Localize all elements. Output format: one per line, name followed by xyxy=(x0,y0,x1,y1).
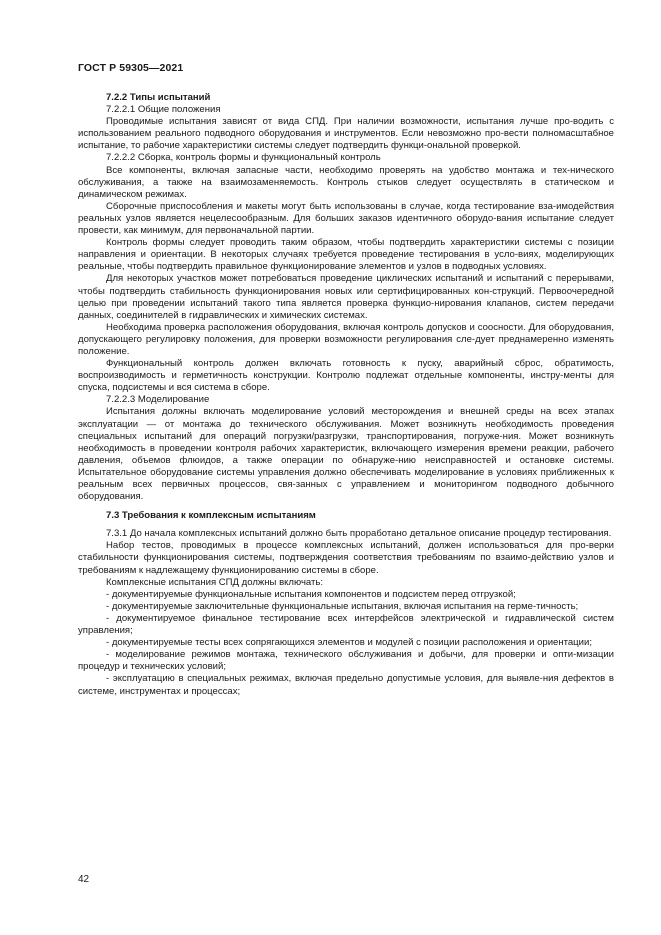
page-number: 42 xyxy=(78,874,90,885)
paragraph: Испытания должны включать моделирование условий месторождения и внешней среды на всех этапах эксплуатации — от монтажа до технического обслуживания. Может возникнуть необходимость проведения специальных испытаний для операций погрузки/разгрузки, транспортирования, погруже-ния. Может возникнуть необходимость в проведении контроля рабочих характеристик, включающего измерения времени реакции, рабочего давления, объемов флюидов, а также операции по обнаруже-нию неисправностей и остановке системы. Испытательное оборудование системы управления должно обеспечивать моделирование в условиях приближенных к реальным всех первичных процессов, свя-занных с управлением и мониторингом подводного добычного оборудования. xyxy=(78,406,614,503)
paragraph: Сборочные приспособления и макеты могут быть использованы в случае, когда тестирование вза-имодействия реальных узлов является нецелесообразным. Для больших заказов идентичного оборудо-вания испытание следует провести, как минимум, для первоначальной партии. xyxy=(78,200,614,237)
subsection-heading: 7.2.2.3 Моделирование xyxy=(106,394,210,406)
paragraph: 7.3.1 До начала комплексных испытаний должно быть проработано детальное описание процедур тестирования. xyxy=(106,528,612,540)
section-heading: 7.2.2 Типы испытаний xyxy=(106,92,211,103)
list-item: - эксплуатацию в специальных режимах, включая предельно допустимые условия, для выявле-ния дефектов в системе, инструментах и процессах; xyxy=(78,673,614,697)
document-header: ГОСТ Р 59305—2021 xyxy=(78,62,184,74)
subsection-heading: 7.2.2.2 Сборка, контроль формы и функциональный контроль xyxy=(106,152,381,164)
section-heading: 7.3 Требования к комплексным испытаниям xyxy=(106,510,316,522)
list-item: - документируемые тесты всех сопрягающихся элементов и модулей с позиции расположения и ориентации; xyxy=(106,637,592,649)
paragraph: Необходима проверка расположения оборудования, включая контроль допусков и соосности. Для оборудования, допускающего регулировку положения, для проверки возможности регулирования сле-дует преднамеренно изменять положение. xyxy=(78,321,614,357)
paragraph: Контроль формы следует проводить таким образом, чтобы подтвердить характеристики системы с позиции направления и ориентации. В некоторых случаях требуется проведение тестирования в усло-виях, моделирующих реальные, чтобы подтвердить правильное функционирование элементов и узлов в подводных условиях. xyxy=(78,237,614,273)
list-item: - документируемые функциональные испытания компонентов и подсистем перед отгрузкой; xyxy=(106,588,516,600)
paragraph: Набор тестов, проводимых в процессе комплексных испытаний, должен использоваться для про-верки стабильности функционирования системы, подтверждения соответствия требованиям по взаимо-действию узлов и требованиям к надлежащему функционированию системы в сборе. xyxy=(78,540,614,576)
list-item: - документируемые заключительные функциональные испытания, включая испытания на герме-тичность; xyxy=(106,600,579,612)
list-item: - документируемое финальное тестирование всех интерфейсов электрической и гидравлической систем управления; xyxy=(78,612,614,637)
page-body xyxy=(78,92,614,698)
paragraph: Проводимые испытания зависят от вида СПД. При наличии возможности, испытания лучше про-водить с использованием реального подводного оборудования и инструментов. Если невозможно про-вести полномасштабное испытание, то рабочие характеристики системы следует подтвердить функци-ональной проверкой. xyxy=(78,116,614,152)
paragraph: Комплексные испытания СПД должны включать: xyxy=(106,576,324,588)
list-item: - моделирование режимов монтажа, технического обслуживания и добычи, для проверки и опти-мизации процедур и технических условий; xyxy=(78,649,614,673)
paragraph: Для некоторых участков может потребоваться проведение циклических испытаний и испытаний с перерывами, чтобы подтвердить стабильность функционирования новых или сертифицированных кон-струкций. Первоочередной целью при проведении испытаний такого типа является проверка функцио-нирования клапанов, систем передачи данных, соединителей в гидравлических и химических системах. xyxy=(78,273,614,321)
paragraph: Все компоненты, включая запасные части, необходимо проверять на удобство монтажа и тех-нического обслуживания, а также на взаимозаменяемость. Контроль стыков следует осуществлять в статическом и динамическом режимах. xyxy=(78,164,614,200)
subsection-heading: 7.2.2.1 Общие положения xyxy=(106,104,221,116)
paragraph: Функциональный контроль должен включать готовность к пуску, аварийный сброс, обратимость, воспроизводимость и герметичность конструкции. Контролю подлежат отдельные компоненты, инстру-менты для спуска, подсистемы и вся система в сборе. xyxy=(78,358,614,394)
